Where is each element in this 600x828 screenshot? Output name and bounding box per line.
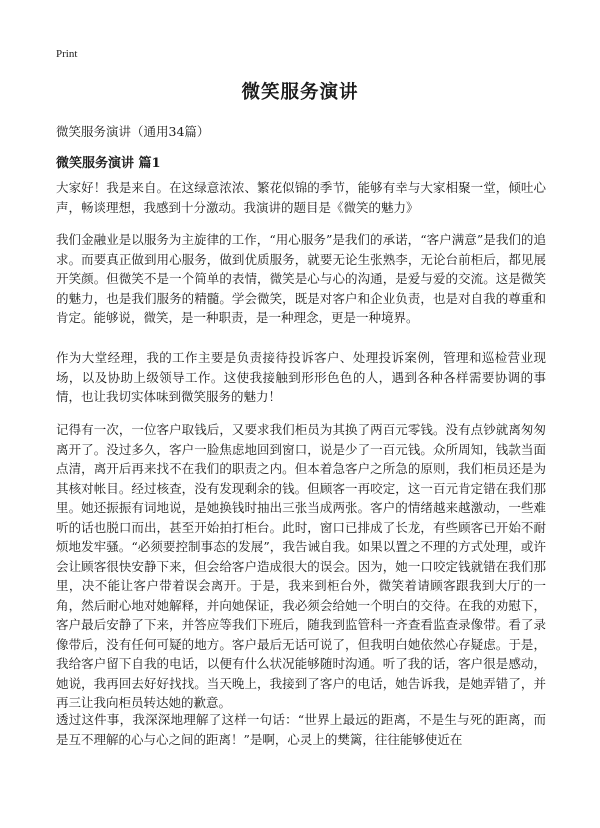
paragraph: 我们金融业是以服务为主旋律的工作，“用心服务”是我们的承诺，“客户满意”是我们的追求。而要真正做到用心服务，做到优质服务，就要无论生张熟李，无论台前柜后，都见展开笑颜。但微笑不是一个简单的表情，微笑是心与心的沟通，是爱与爱的交流。这是微笑的魅力，也是我们服务的精髓。学会微笑，既是对客户和企业负责，也是对自我的尊重和肯定。能够说，微笑，是一种职责，是一种理念，更是一种境界。 — [56, 232, 546, 325]
section-heading: 微笑服务演讲 篇1 — [56, 156, 161, 171]
paragraph: 记得有一次，一位客户取钱后，又要求我们柜员为其换了两百元零钱。没有点钞就离匆匆离开了。没过多久，客户一脸焦虑地回到窗口，说是少了一百元钱。众所周知，钱款当面点清，离开后再来找不在我们的职责之内。但本着急客户之所急的原则，我们柜员还是为其核对帐目。经过核查，没有发现剩余的钱。但顾客一再咬定，这一百元肯定错在我们那里。她还振振有词地说，是她换钱时抽出三张当成两张。客户的情绪越来越激动，一些难听的话也脱口而出，甚至开始拍打柜台。此时，窗口已排成了长龙，有些顾客已开始不耐烦地发牢骚。“必须要控制事态的发展”，我告诫自我。如果以置之不理的方式处理，或许会让顾客很快安静下来，但会给客户造成很大的误会。因为，她一口咬定钱就错在我们那里，决不能让客户带着误会离开。于是，我来到柜台外，微笑着请顾客跟我到大厅的一角，然后耐心地对她解释，并向她保证，我必须会给她一个明白的交待。在我的劝慰下，客户最后安静了下来，并答应等我们下班后，随我到监管科一齐查看监查录像带。看了录像带后，没有任何可疑的地方。客户最后无话可说了，但我明白她依然心存疑虑。于是，我给客户留下自我的电话，以便有什么状况能够随时沟通。听了我的话，客户很是感动，她说，我再回去好好找找。当天晚上，我接到了客户的电话，她告诉我，是她弄错了，并再三让我向柜员转达她的歉意。 — [56, 422, 546, 710]
paragraph: 透过这件事，我深深地理解了这样一句话：“世界上最远的距离，不是生与死的距离，而是互不理解的心与心之间的距离！”是啊，心灵上的樊篱，往往能够使近在 — [56, 712, 546, 747]
page-title: 微笑服务演讲 — [241, 82, 359, 103]
paragraph: 大家好！我是来自。在这绿意浓浓、繁花似锦的季节，能够有幸与大家相聚一堂，倾吐心声，畅谈理想，我感到十分激动。我演讲的题目是《微笑的魅力》 — [56, 180, 546, 215]
paragraph: 作为大堂经理，我的工作主要是负责接待投诉客户、处理投诉案例，管理和巡检营业现场，以及协助上级领导工作。这使我接触到形形色色的人，遇到各种各样需要协调的事情，也让我切实体味到微笑服务的魅力！ — [56, 350, 546, 404]
print-link[interactable]: Print — [56, 48, 78, 60]
document-subtitle: 微笑服务演讲（通用34篇） — [56, 124, 210, 139]
